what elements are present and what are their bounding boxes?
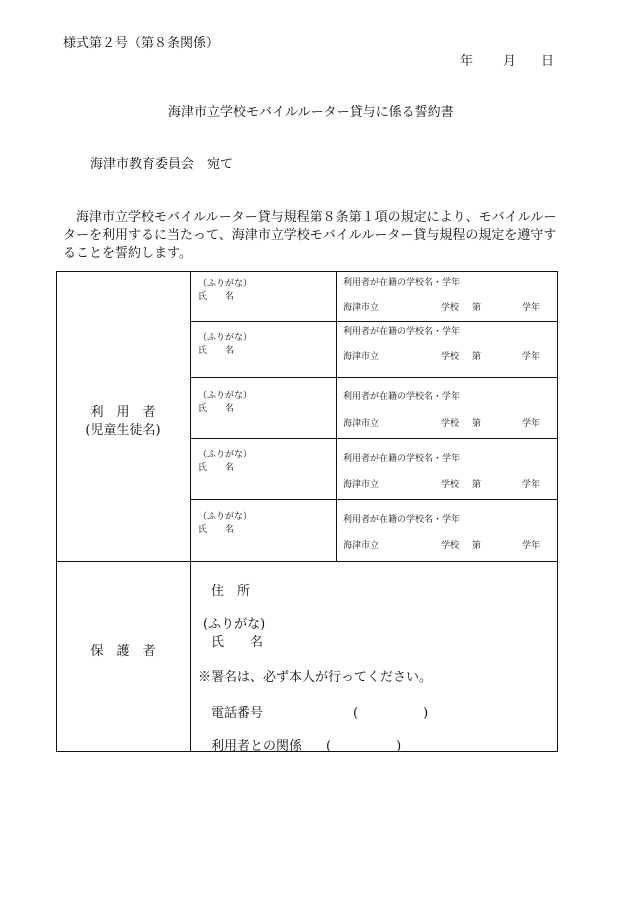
document-title: 海津市立学校モバイルルーター貸与に係る誓約書 (168, 105, 454, 120)
city-label: 海津市立 (343, 480, 380, 490)
form-number: 様式第２号（第８条関係） (63, 36, 220, 51)
name-label: 氏 名 (198, 292, 235, 302)
name-label: 氏 名 (198, 525, 235, 535)
date-year-label: 年 (460, 54, 474, 69)
intro-line-2: ターを利用するに当たって、海津市立学校モバイルルーター貸与規程の規定を遵守す (63, 228, 557, 243)
phone-field: ( ) (353, 706, 429, 721)
intro-line-3: ることを誓約します。 (63, 246, 192, 261)
address-label: 住 所 (211, 584, 251, 599)
intro-line-1: 海津市立学校モバイルルーター貸与規程第８条第１項の規定により、モバイルルー (76, 210, 557, 225)
guardian-name-label: 氏 名 (211, 635, 264, 650)
school-label: 利用者が在籍の学校名・学年 (343, 278, 461, 288)
table-border-top (56, 271, 558, 272)
grade-suffix: 学年 (522, 419, 541, 429)
table-border-bottom (56, 751, 558, 752)
section-divider (56, 561, 558, 562)
furigana-label: （ふりがな） (198, 512, 253, 522)
relation-field: ( ) (326, 739, 402, 754)
date-day-label: 日 (541, 54, 555, 69)
row-divider-1 (190, 321, 558, 322)
grade-suffix: 学年 (522, 303, 541, 313)
users-sublabel: (児童生徒名) (85, 423, 161, 438)
guardian-label: 保 護 者 (90, 644, 156, 659)
grade-suffix: 学年 (522, 541, 541, 551)
grade-prefix: 第 (472, 352, 482, 362)
school-suffix: 学校 (441, 303, 460, 313)
school-suffix: 学校 (441, 541, 460, 551)
users-label: 利 用 者 (90, 405, 156, 420)
addressee: 海津市教育委員会 宛て (90, 157, 234, 172)
school-suffix: 学校 (441, 352, 460, 362)
school-suffix: 学校 (441, 419, 460, 429)
grade-prefix: 第 (472, 480, 482, 490)
signature-note: ※署名は、必ず本人が行ってください。 (198, 670, 433, 685)
relation-label: 利用者との関係 (211, 739, 303, 754)
city-label: 海津市立 (343, 419, 380, 429)
phone-label: 電話番号 (211, 706, 264, 721)
grade-prefix: 第 (472, 419, 482, 429)
furigana-label: （ふりがな） (198, 450, 253, 460)
school-suffix: 学校 (441, 480, 460, 490)
city-label: 海津市立 (343, 541, 380, 551)
guardian-furigana-label: (ふりがな) (203, 617, 266, 632)
furigana-label: （ふりがな） (198, 279, 253, 289)
table-divider-label-column (190, 271, 191, 752)
grade-prefix: 第 (472, 303, 482, 313)
date-month-label: 月 (503, 54, 517, 69)
row-divider-2 (190, 377, 558, 378)
table-border-left (56, 271, 57, 752)
table-divider-school-column (336, 271, 337, 561)
grade-suffix: 学年 (522, 480, 541, 490)
name-label: 氏 名 (198, 463, 235, 473)
school-label: 利用者が在籍の学校名・学年 (343, 392, 461, 402)
grade-suffix: 学年 (522, 352, 541, 362)
row-divider-4 (190, 499, 558, 500)
school-label: 利用者が在籍の学校名・学年 (343, 327, 461, 337)
furigana-label: （ふりがな） (198, 333, 253, 343)
grade-prefix: 第 (472, 541, 482, 551)
city-label: 海津市立 (343, 352, 380, 362)
name-label: 氏 名 (198, 404, 235, 414)
name-label: 氏 名 (198, 346, 235, 356)
furigana-label: （ふりがな） (198, 391, 253, 401)
table-border-right (557, 271, 558, 752)
school-label: 利用者が在籍の学校名・学年 (343, 515, 461, 525)
row-divider-3 (190, 438, 558, 439)
school-label: 利用者が在籍の学校名・学年 (343, 454, 461, 464)
city-label: 海津市立 (343, 303, 380, 313)
